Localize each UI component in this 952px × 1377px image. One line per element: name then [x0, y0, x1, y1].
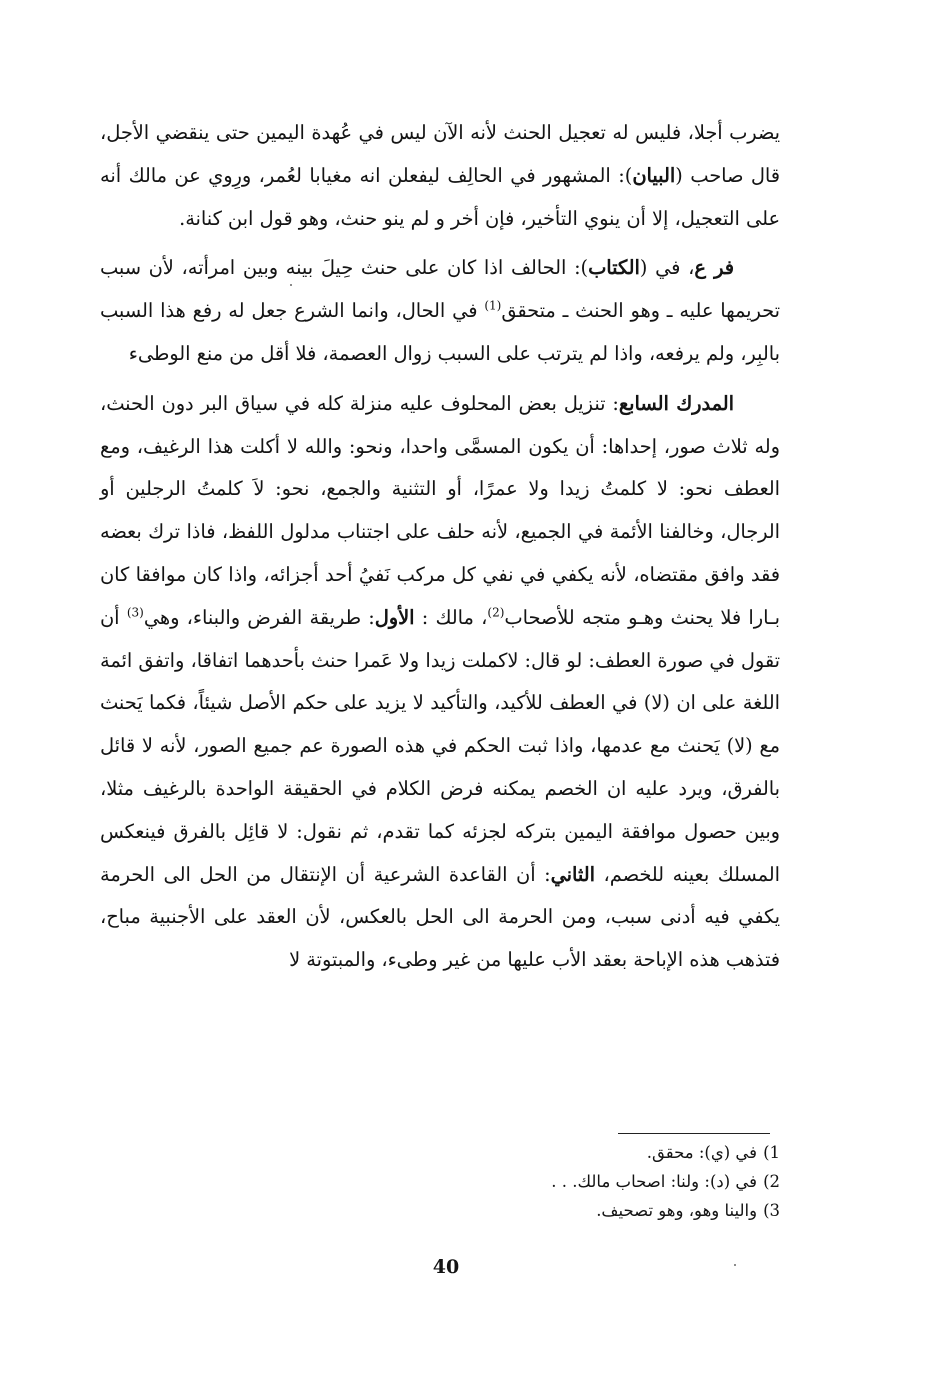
bold-term: المدرك السابع — [618, 391, 734, 415]
footnote-divider — [618, 1133, 770, 1134]
text-run: : تنزيل بعض المحلوف عليه منزلة كله في سياق البر دون الحنث، وله ثلاث صور، إحداها: أن يكون المسمَّى واحدا، ونحو: والله لا أكلت هذا الرغيف، ومع العطف نحو: لا كلمتُ زيدا ولا عمرًا، أو التثنية والجمع، نحو: لاَ كلمتُ الرجلين أو الرجال، وخالفنا الأئمة في الجميع، لأنه حلف على اجتناب مدلول اللفظ، فاذا ترك بعضه فقد وافق مقتضاه، لأنه يكفي في نفي كل مركب نَفيُ أحد أجزائه، واذا كان موافقا كان بـارا فلا يحنث وهـو متجه للأصحاب — [100, 391, 780, 629]
text-run: ، في ( — [639, 256, 695, 280]
text-run: أن تقول في صورة العطف: لو قال: لاكملت زيدا ولا عَمرا حنث بأحدهما اتفاقا، واتفق ائمة اللغة على ان (لا) في العطف للأكيد، والتأكيد لا يزيد على حكم الأصل شيئاً، فكما يَحنث مع (لا) يَحنث مع عدمها، واذا ثبت الحكم في هذه الصورة عم جميع الصور، لأنه لا قائل بالفرق، ويرد عليه ان الخصم يمكنه فرض الكلام في الحقيقة الواحدة بالرغيف مثلا، وبين حصول موافقة اليمين بتركه لجزئه كما تقدم، ثم نقول: لا قائِل بالفرق فينعكس المسلك بعينه للخصم، — [100, 605, 780, 886]
footnote-text: في (د): ولنا: اصحاب مالك. . . — [551, 1172, 758, 1191]
footnotes — [430, 1138, 780, 1225]
bold-term: فر ع — [694, 256, 735, 280]
footnote-number: 3) — [763, 1201, 780, 1220]
text-run: ، مالك : — [414, 605, 488, 629]
bold-term: الثاني — [550, 862, 595, 886]
bold-term: البيان — [632, 163, 676, 187]
bold-term: الكتاب — [588, 256, 640, 280]
footnote-2 — [430, 1167, 780, 1196]
footnote-marker: (3) — [126, 605, 144, 620]
footnote-marker: (1) — [484, 298, 502, 313]
footnote-number: 2) — [763, 1172, 780, 1191]
paragraph-3 — [100, 383, 780, 982]
text-run: ): المشهور في الحالِف ليفعلن انه مغيابا لعُمر، ورِوي عن مالك أنه على التعجيل، إلا أن ينوي التأخير، فإن أخر و لم ينو حنث، وهو قول ابن كنانة. — [100, 163, 780, 230]
bold-term: الأول — [374, 605, 415, 629]
text-run: : أن القاعدة الشرعية أن الإنتقال من الحل الى الحرمة يكفي فيه أدنى سبب، ومن الحرمة الى الحل بالعكس، لأن العقد على الأجنبية مباح، فتذهب هذه الإباحة بعقد الأب عليها من غير وطىء، والمبتوتة لا — [100, 862, 780, 972]
footnote-number: 1) — [763, 1143, 780, 1162]
text-run: ): الحالف اذا كان على حنث حِيلَ بينه وبين امرأته، لأن سبب تحريمها عليه ـ وهو الحنث ـ متحقق — [100, 256, 780, 323]
main-text — [100, 112, 780, 982]
paragraph-2 — [100, 247, 780, 375]
footnote-3 — [430, 1196, 780, 1225]
page-number: 40 — [432, 1256, 460, 1278]
footnote-marker: (2) — [487, 605, 505, 620]
scan-speck — [734, 1264, 736, 1266]
scan-speck — [290, 284, 292, 286]
footnote-1 — [430, 1138, 780, 1167]
text-run: في الحال، وانما الشرع جعل له رفع هذا السبب بالبِر، ولم يرفعه، واذا لم يترتب على السبب زوال العصمة، فلا أقل من منع الوطىء — [100, 299, 780, 365]
footnote-text: والينا وهو، وهو تصحيف. — [596, 1201, 758, 1220]
footnote-text: في (ي): محقق. — [646, 1143, 758, 1162]
text-run: يضرب أجلا، فليس له تعجيل الحنث لأنه الآن ليس في عُهدة اليمين حتى ينقضي الأجل، قال صاحب ( — [100, 121, 780, 187]
text-run: : طريقة الفرض والبناء، وهي — [143, 605, 375, 629]
paragraph-1 — [100, 112, 780, 240]
